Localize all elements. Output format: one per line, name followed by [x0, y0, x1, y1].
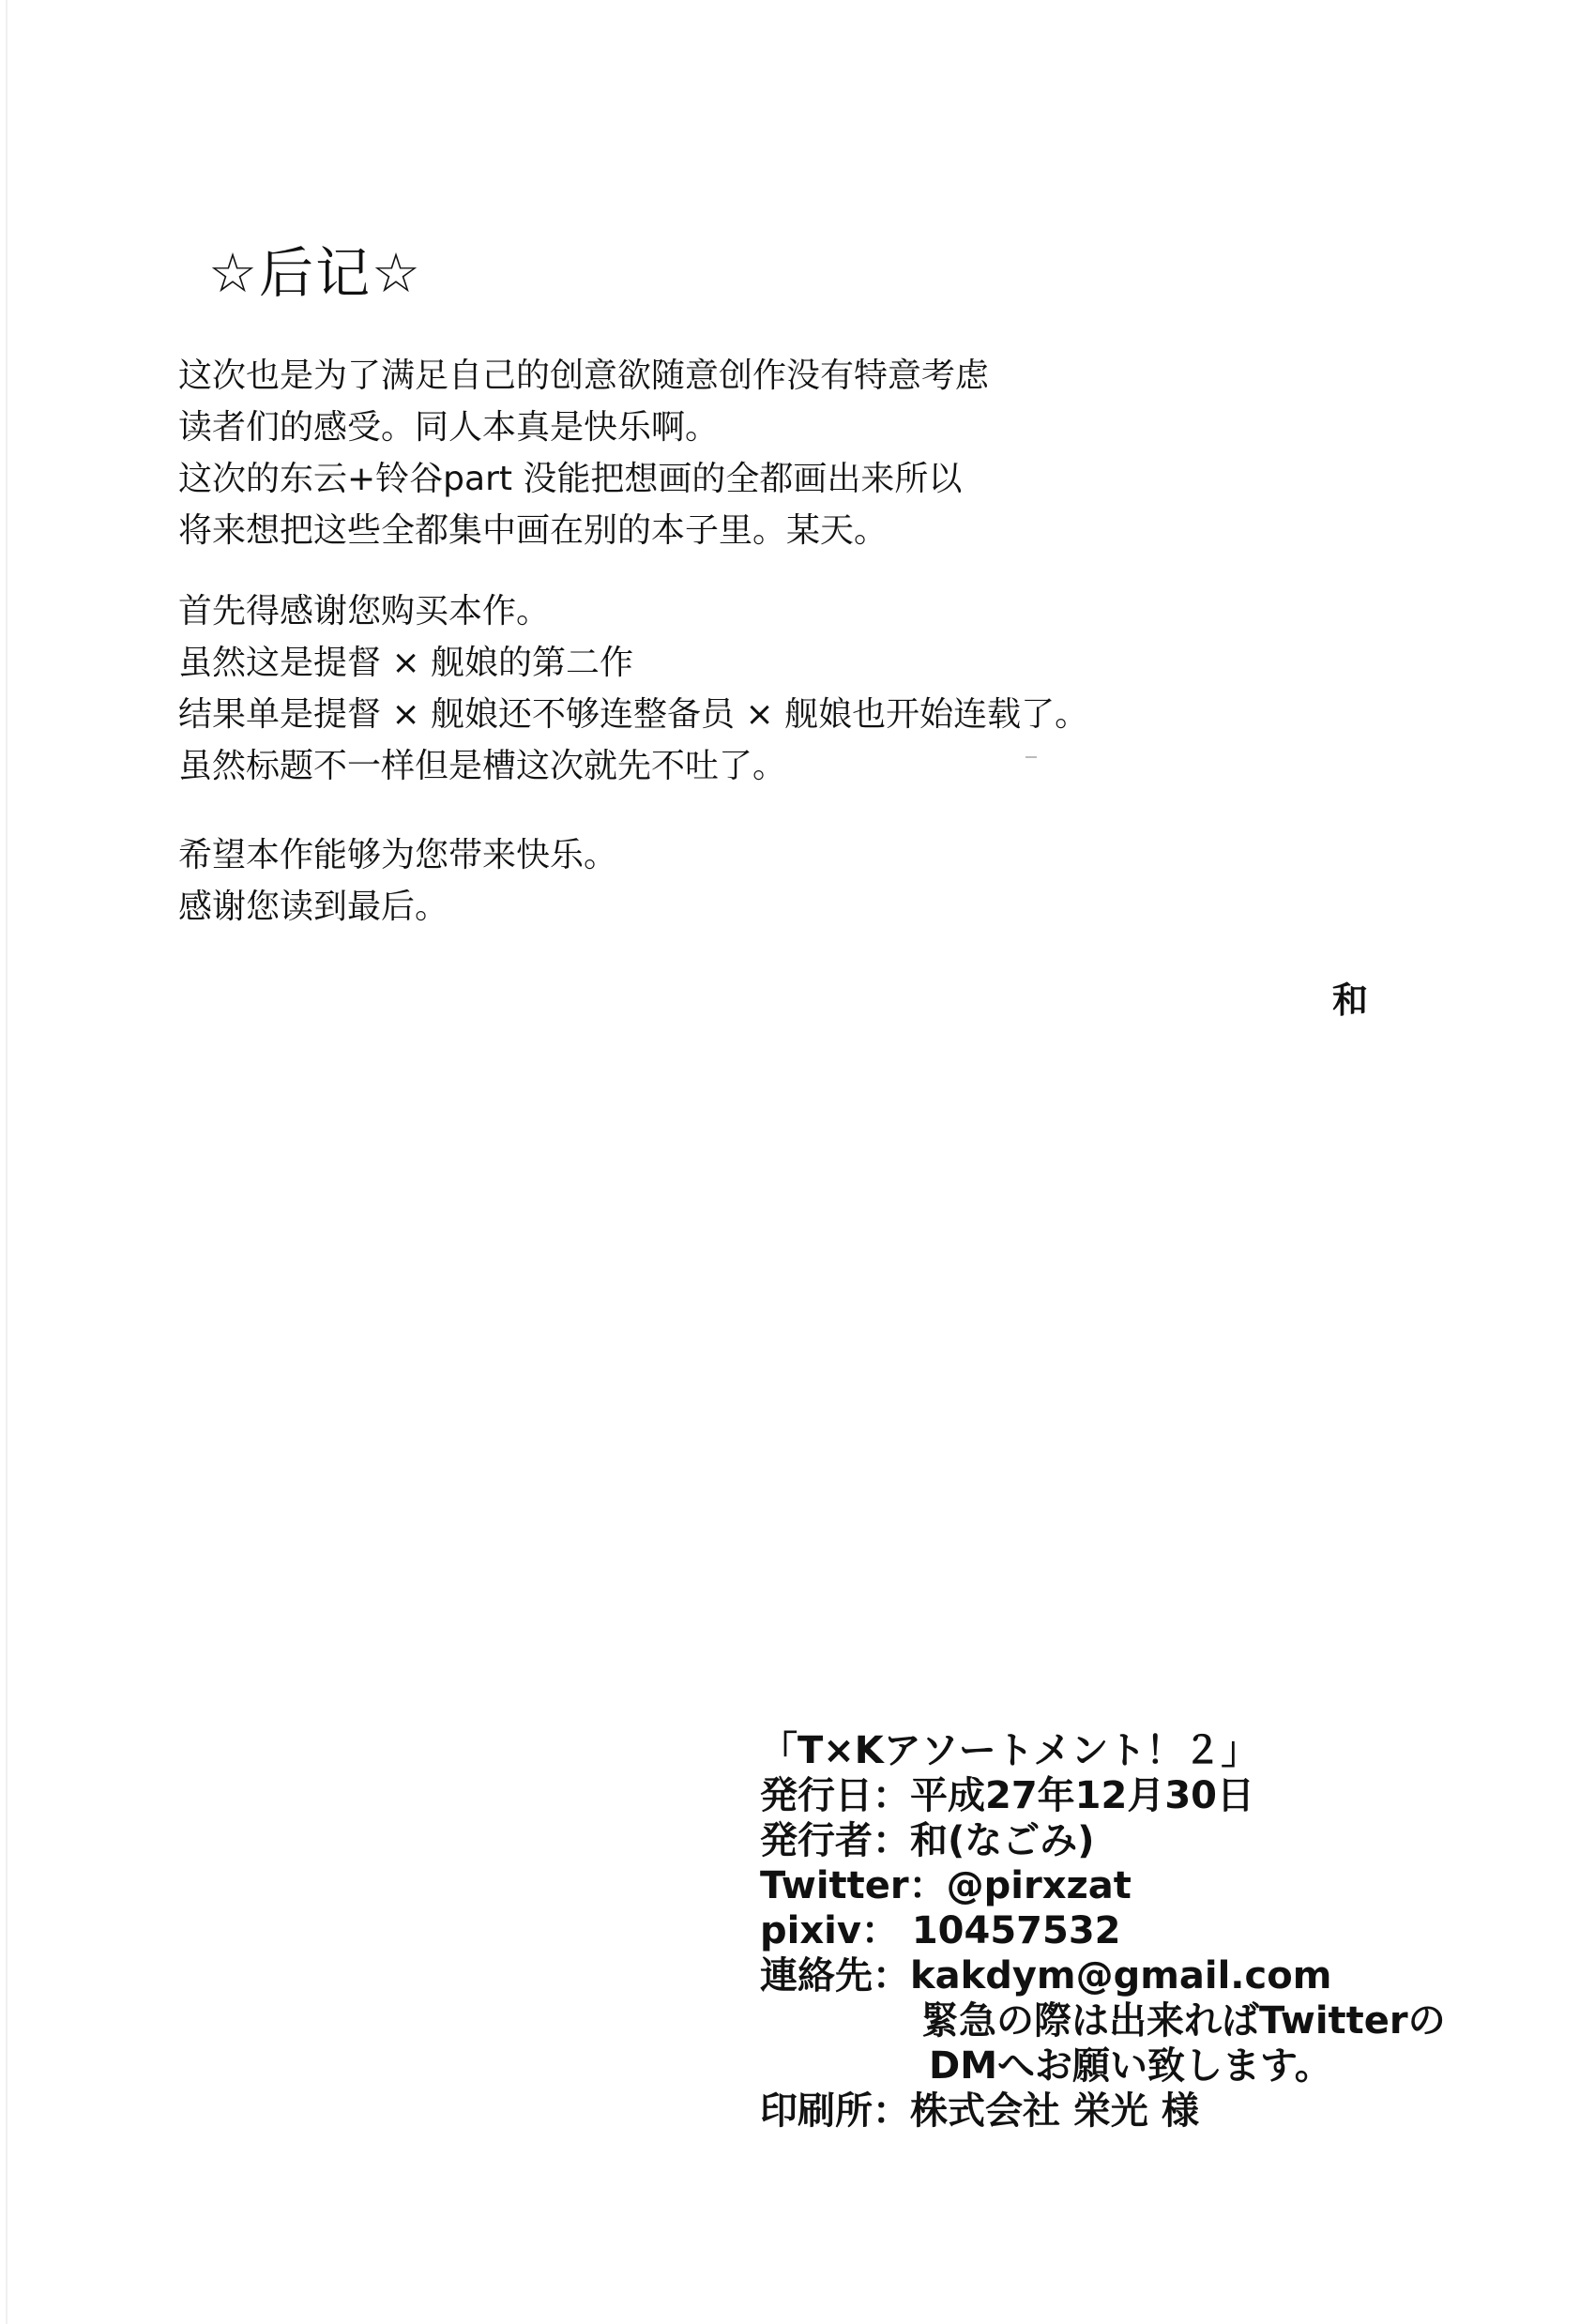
author-signature: 和 — [1332, 980, 1369, 1021]
afterword-title: ☆后记☆ — [208, 241, 422, 305]
colophon-publish-date: 発行日：平成27年12月30日 — [760, 1774, 1254, 1817]
afterword-paragraph-3 — [178, 829, 617, 933]
afterword-paragraph-1 — [178, 350, 989, 556]
text-line: 结果单是提督 × 舰娘还不够连整备员 × 舰娘也开始连载了。 — [178, 695, 1089, 734]
colophon-contact-note-2: DMへお願い致します。 — [929, 2044, 1332, 2088]
colophon-book-title: 「T×Kアソートメント！２」 — [760, 1729, 1259, 1772]
text-line: 首先得感谢您购买本作。 — [178, 592, 551, 630]
text-line: 这次也是为了满足自己的创意欲随意创作没有特意考虑 — [178, 357, 990, 395]
colophon-publisher: 発行者：和(なごみ) — [760, 1819, 1095, 1862]
text-line: 虽然标题不一样但是槽这次就先不吐了。 — [178, 747, 787, 785]
colophon — [760, 1728, 1446, 2134]
colophon-twitter: Twitter：@pirxzat — [760, 1864, 1132, 1907]
text-line: 希望本作能够为您带来快乐。 — [178, 836, 618, 874]
scan-edge-line — [6, 0, 8, 2324]
colophon-printer: 印刷所：株式会社 栄光 様 — [760, 2089, 1199, 2133]
text-line: 将来想把这些全都集中画在别的本子里。某天。 — [178, 511, 889, 550]
colophon-contact-note-1: 緊急の際は出来ればTwitterの — [921, 1999, 1446, 2043]
colophon-contact: 連絡先：kakdym@gmail.com — [760, 1954, 1332, 1997]
text-line: 读者们的感受。同人本真是快乐啊。 — [178, 408, 720, 447]
text-line: 感谢您读到最后。 — [178, 888, 449, 926]
scan-speck — [1025, 756, 1037, 758]
afterword-paragraph-2 — [178, 585, 1088, 792]
text-line: 虽然这是提督 × 舰娘的第二作 — [178, 644, 634, 682]
colophon-pixiv: pixiv： 10457532 — [760, 1909, 1121, 1952]
text-line: 这次的东云+铃谷part 没能把想画的全都画出来所以 — [178, 460, 963, 498]
